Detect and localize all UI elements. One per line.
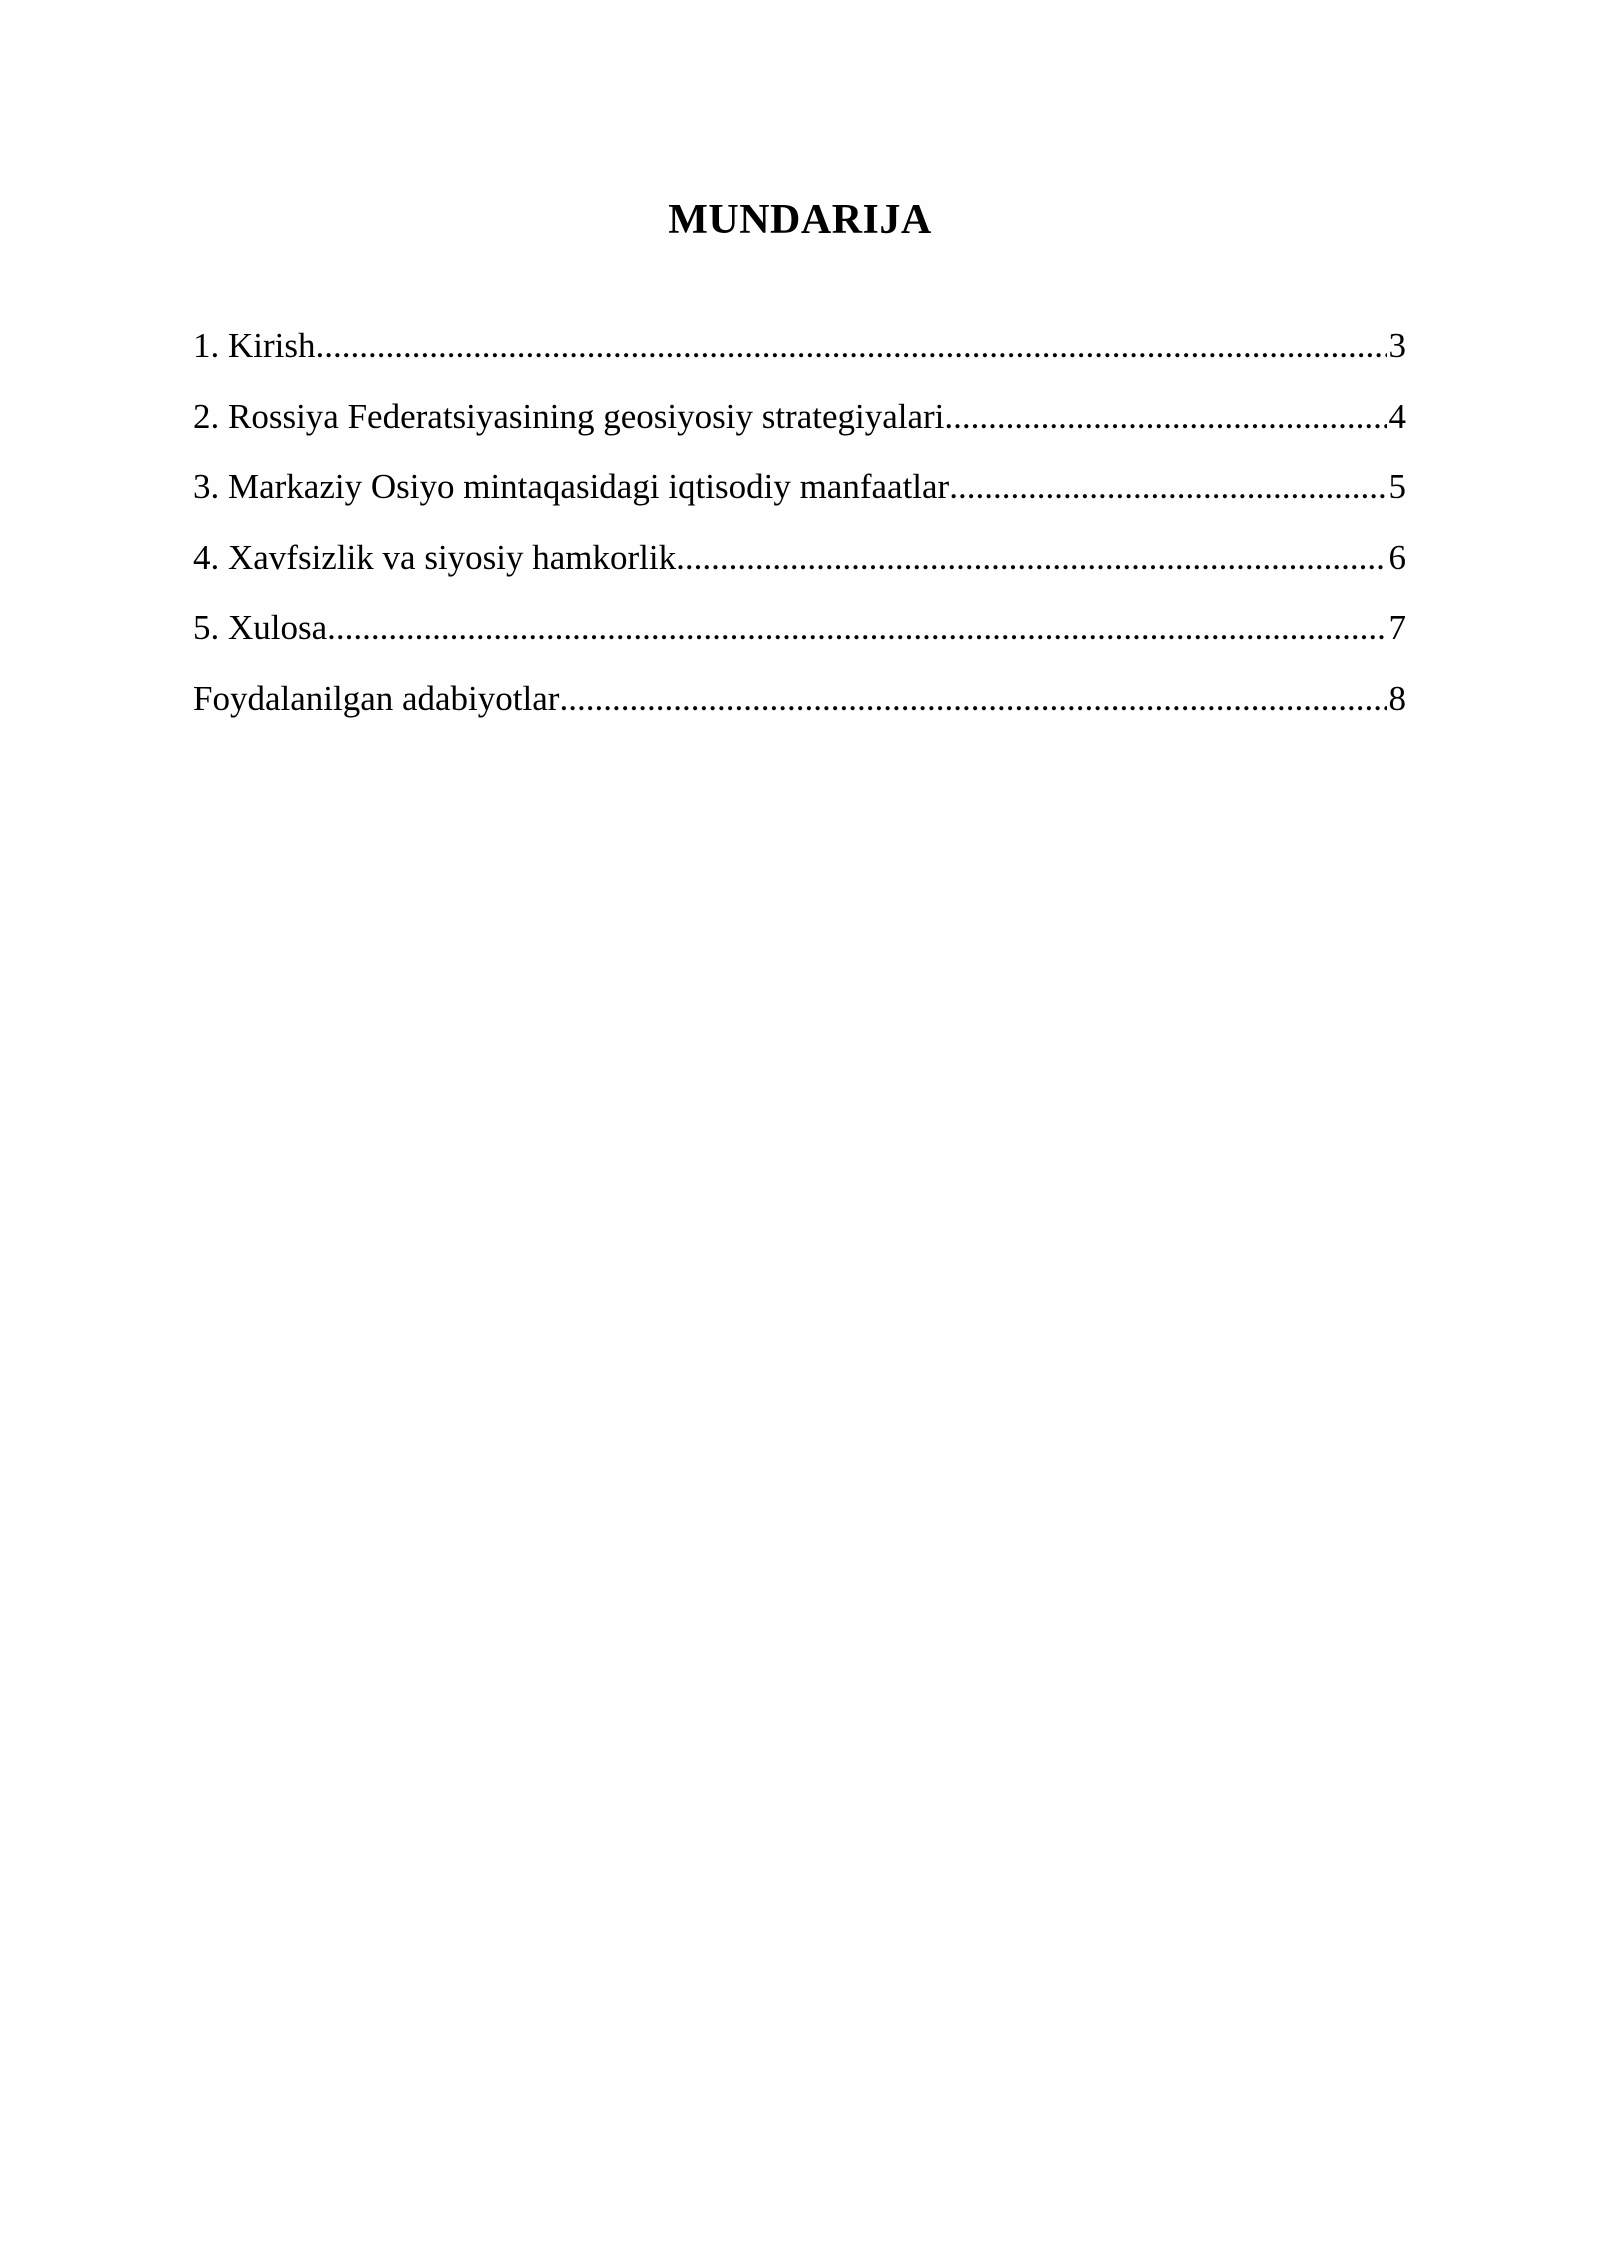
toc-entry-page: 7 xyxy=(1388,608,1406,647)
toc-dot-leader xyxy=(676,532,1386,584)
toc-dot-leader xyxy=(559,673,1386,725)
toc-entry-adabiyotlar[interactable] xyxy=(193,673,1406,744)
toc-entry-label: Foydalanilgan adabiyotlar xyxy=(193,678,560,718)
toc-entry-label: 4. Xavfsizlik va siyosiy hamkorlik xyxy=(193,537,677,577)
toc-entry-kirish[interactable] xyxy=(193,320,1406,391)
toc-entry-label: 3. Markaziy Osiyo mintaqasidagi iqtisodiy manfaatlar xyxy=(193,467,950,506)
toc-entry-geosiyosiy-strategiyalar[interactable] xyxy=(193,391,1406,462)
toc-dot-leader xyxy=(944,391,1386,443)
toc-entry-xavfsizlik[interactable] xyxy=(193,532,1406,603)
toc-entry-label: 5. Xulosa xyxy=(193,608,328,647)
toc-entry-iqtisodiy-manfaatlar[interactable] xyxy=(193,461,1406,532)
toc-entry-label: 2. Rossiya Federatsiyasining geosiyosiy strategiyalari xyxy=(193,396,945,436)
toc-entry-page: 8 xyxy=(1388,678,1406,718)
toc-dot-leader xyxy=(949,461,1386,513)
toc-dot-leader xyxy=(316,320,1387,372)
page-title: MUNDARIJA xyxy=(668,197,932,243)
toc-entry-page: 4 xyxy=(1388,396,1406,436)
table-of-contents xyxy=(193,320,1406,743)
toc-entry-xulosa[interactable] xyxy=(193,602,1406,673)
toc-entry-page: 6 xyxy=(1388,537,1406,577)
toc-entry-page: 5 xyxy=(1388,467,1406,506)
toc-entry-label: 1. Kirish xyxy=(193,326,316,365)
toc-entry-page: 3 xyxy=(1388,326,1406,365)
toc-dot-leader xyxy=(327,602,1386,654)
